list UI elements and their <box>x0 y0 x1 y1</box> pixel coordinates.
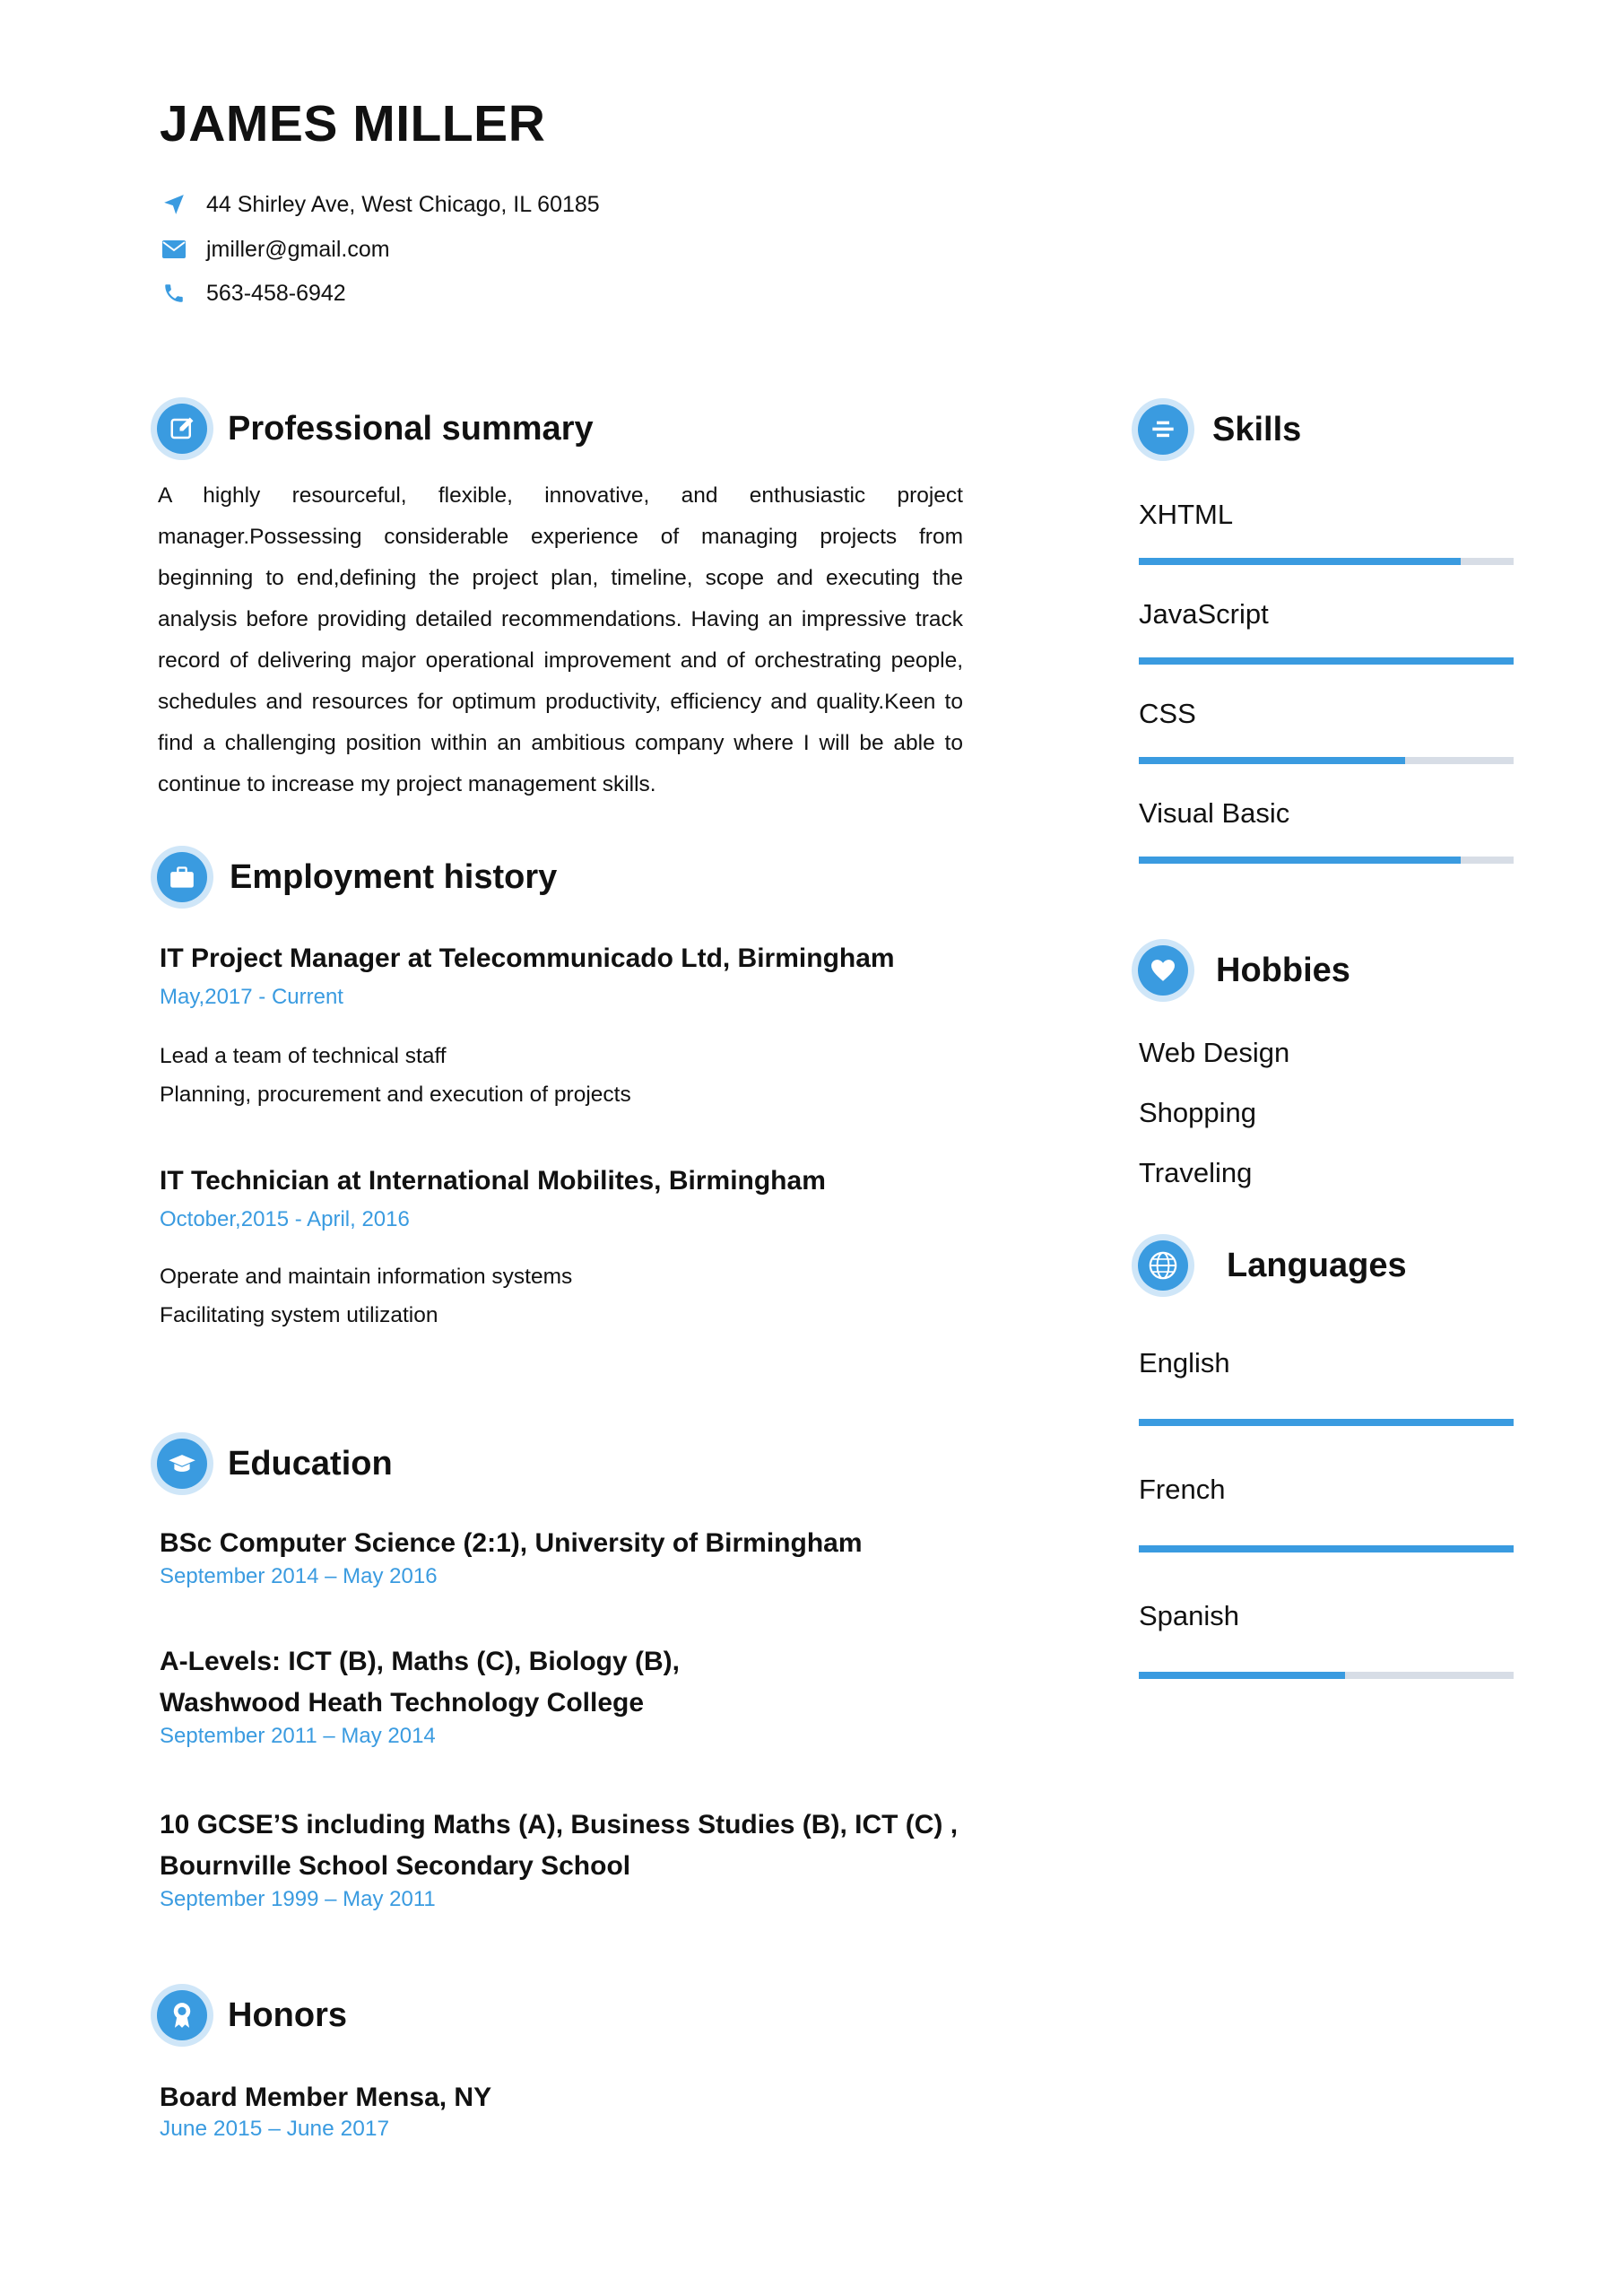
employment-badge <box>151 846 213 909</box>
candidate-name: JAMES MILLER <box>160 95 546 152</box>
education-heading <box>151 1432 393 1495</box>
skill-bar-track <box>1139 657 1514 665</box>
language-label: French <box>1139 1474 1226 1505</box>
language-bar-fill <box>1139 1545 1514 1552</box>
education-date: September 2014 – May 2016 <box>160 1564 438 1588</box>
hobby-item: Web Design <box>1139 1037 1290 1068</box>
summary-text: A highly resourceful, flexible, innovative, and enthusiastic project manager.Possessing considerable experience of managing projects from beginning to end,defining the project plan, timeline, scope and executing the analysis before providing detailed recommendations. Having an impressive track record of delivering major operational improvement and of orchestrating people, schedules and resources for optimum productivity, efficiency and quality.Keen to find a challenging position within an ambitious company where I will be able to continue to increase my project management skills. <box>158 483 963 796</box>
summary-title: Professional summary <box>228 409 594 448</box>
job-duty: Planning, procurement and execution of projects <box>160 1083 631 1107</box>
job-entry <box>160 944 895 1114</box>
skill-label: Visual Basic <box>1139 797 1290 829</box>
address-text: 44 Shirley Ave, West Chicago, IL 60185 <box>206 191 600 217</box>
hobbies-badge <box>1132 939 1194 1002</box>
briefcase-icon <box>169 865 195 889</box>
education-degree: BSc Computer Science (2:1), University of Birmingham <box>160 1528 863 1558</box>
employment-title: Employment history <box>230 857 558 896</box>
language-item <box>1139 1474 1514 1552</box>
honors-heading <box>151 1984 347 2047</box>
education-school: Bournville School Secondary School <box>160 1851 631 1881</box>
stack-icon <box>1150 419 1176 440</box>
hobbies-title: Hobbies <box>1216 951 1350 989</box>
contact-address <box>160 190 600 219</box>
job-entry <box>160 1166 826 1335</box>
skill-bar-track <box>1139 857 1514 864</box>
skill-bar-fill <box>1139 857 1461 864</box>
skill-label: CSS <box>1139 698 1196 729</box>
job-duty: Operate and maintain information systems <box>160 1265 573 1289</box>
education-entry <box>160 1805 958 1912</box>
language-item <box>1139 1600 1514 1679</box>
email-text[interactable]: jmiller@gmail.com <box>206 236 390 262</box>
hobbies-heading <box>1132 939 1350 1002</box>
job-date: October,2015 - April, 2016 <box>160 1207 410 1231</box>
skill-item <box>1139 698 1514 764</box>
phone-text: 563-458-6942 <box>206 280 346 306</box>
education-entry <box>160 1641 680 1749</box>
contact-email <box>160 235 390 264</box>
education-entry <box>160 1523 863 1589</box>
skill-bar-track <box>1139 558 1514 565</box>
summary-heading <box>151 397 594 460</box>
skill-bar-fill <box>1139 757 1405 764</box>
employment-heading <box>151 846 557 909</box>
edit-icon <box>169 415 195 442</box>
skill-bar-track <box>1139 757 1514 764</box>
language-label: Spanish <box>1139 1600 1240 1631</box>
language-item <box>1139 1347 1514 1426</box>
language-bar-track <box>1139 1545 1514 1552</box>
hobby-item: Traveling <box>1139 1157 1253 1188</box>
education-school: Washwood Heath Technology College <box>160 1688 645 1718</box>
education-degree: 10 GCSE’S including Maths (A), Business Studies (B), ICT (C) , <box>160 1810 959 1839</box>
globe-icon <box>1148 1250 1178 1281</box>
education-badge <box>151 1432 213 1495</box>
location-arrow-icon <box>160 190 188 219</box>
language-label: English <box>1139 1347 1230 1378</box>
languages-title: Languages <box>1227 1246 1407 1284</box>
envelope-icon <box>160 235 188 264</box>
job-duty: Facilitating system utilization <box>160 1303 438 1327</box>
graduation-cap-icon <box>168 1452 196 1475</box>
skill-item <box>1139 598 1514 665</box>
honors-badge <box>151 1984 213 2047</box>
skills-badge <box>1132 398 1194 461</box>
honor-item: Board Member Mensa, NY <box>160 2083 492 2112</box>
job-title: IT Technician at International Mobilites, Birmingham <box>160 1166 826 1196</box>
job-title: IT Project Manager at Telecommunicado Ltd, Birmingham <box>160 944 895 973</box>
language-bar-fill <box>1139 1672 1345 1679</box>
contact-phone <box>160 279 346 308</box>
languages-heading <box>1132 1234 1407 1297</box>
job-date: May,2017 - Current <box>160 985 343 1009</box>
hobby-item: Shopping <box>1139 1097 1257 1128</box>
language-bar-track <box>1139 1419 1514 1426</box>
skill-bar-fill <box>1139 558 1461 565</box>
skill-item <box>1139 499 1514 565</box>
education-degree: A-Levels: ICT (B), Maths (C), Biology (B), <box>160 1647 680 1676</box>
skill-label: XHTML <box>1139 499 1234 530</box>
skill-label: JavaScript <box>1139 598 1269 630</box>
education-date: September 1999 – May 2011 <box>160 1887 436 1911</box>
language-bar-fill <box>1139 1419 1514 1426</box>
honors-entry <box>160 2083 491 2142</box>
skills-title: Skills <box>1212 410 1302 448</box>
languages-badge <box>1132 1234 1194 1297</box>
skills-heading <box>1132 398 1301 461</box>
skill-item <box>1139 797 1514 864</box>
language-bar-track <box>1139 1672 1514 1679</box>
phone-icon <box>160 279 188 308</box>
honor-date: June 2015 – June 2017 <box>160 2117 390 2141</box>
education-date: September 2011 – May 2014 <box>160 1724 436 1748</box>
education-title: Education <box>228 1444 393 1483</box>
award-icon <box>170 2002 194 2029</box>
heart-icon <box>1150 959 1176 982</box>
job-duty: Lead a team of technical staff <box>160 1044 447 1068</box>
summary-badge <box>151 397 213 460</box>
honors-title: Honors <box>228 1996 347 2034</box>
skill-bar-fill <box>1139 657 1514 665</box>
